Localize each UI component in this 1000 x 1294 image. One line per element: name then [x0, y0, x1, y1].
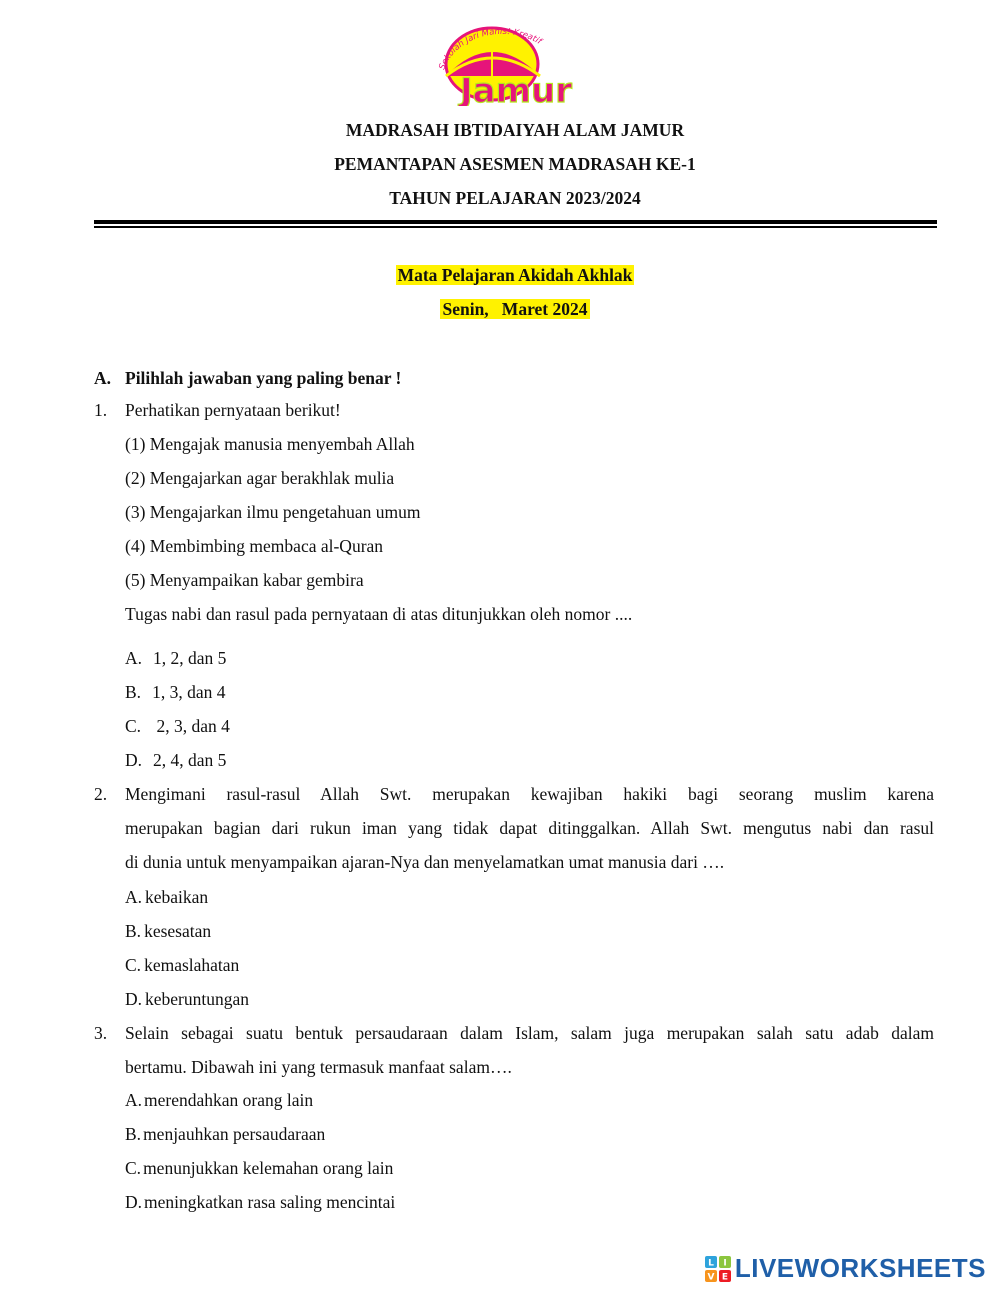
option-text: menunjukkan kelemahan orang lain: [143, 1158, 394, 1178]
q1-statement: (1) Mengajak manusia menyembah Allah: [125, 434, 415, 454]
option-letter: C.: [125, 716, 142, 736]
option-text: 1, 3, dan 4: [152, 682, 226, 702]
q1-intro: Perhatikan pernyataan berikut!: [125, 400, 341, 420]
option-text: 2, 4, dan 5: [153, 750, 227, 770]
q1-question: Tugas nabi dan rasul pada pernyataan di atas ditunjukkan oleh nomor ....: [125, 604, 633, 624]
exam-date: Senin, Maret 2024: [442, 299, 588, 319]
option-text: kemaslahatan: [144, 955, 240, 975]
svg-text:I: I: [723, 1258, 727, 1268]
q1-option-a[interactable]: [125, 648, 226, 669]
option-letter: A.: [125, 648, 143, 668]
q1-option-c[interactable]: [125, 716, 230, 737]
option-letter: B.: [125, 921, 142, 941]
subject-name: Mata Pelajaran Akidah Akhlak: [397, 265, 633, 285]
exam-title: PEMANTAPAN ASESMEN MADRASAH KE-1: [334, 154, 696, 174]
option-text: keberuntungan: [145, 989, 250, 1009]
section-title: Pilihlah jawaban yang paling benar !: [125, 368, 402, 388]
option-text: meningkatkan rasa saling mencintai: [144, 1192, 396, 1212]
liveworksheets-watermark: [705, 1253, 986, 1284]
q2-option-b[interactable]: [125, 921, 211, 942]
q1-option-b[interactable]: [125, 682, 225, 703]
q3-option-a[interactable]: [125, 1090, 313, 1111]
q1-number: 1.: [94, 400, 108, 420]
q1-statement: (4) Membimbing membaca al-Quran: [125, 536, 384, 556]
q2-text-line: merupakan bagian dari rukun iman yang tidak dapat ditinggalkan. Allah Swt. mengutus nabi dan rasul: [125, 818, 934, 838]
q2-text-line: Mengimani rasul-rasul Allah Swt. merupakan kewajiban hakiki bagi seorang muslim karena: [125, 784, 934, 804]
liveworksheets-icon: [705, 1256, 731, 1282]
q3-option-b[interactable]: [125, 1124, 325, 1145]
q1-statement: (5) Menyampaikan kabar gembira: [125, 570, 364, 590]
logo-arc-text: Sekolah Jari Manis! Kreatif: [437, 26, 544, 72]
school-year: TAHUN PELAJARAN 2023/2024: [389, 188, 641, 208]
header-divider-thin: [94, 226, 937, 228]
school-name: MADRASAH IBTIDAIYAH ALAM JAMUR: [345, 120, 685, 140]
svg-text:L: L: [707, 1258, 714, 1268]
q2-option-d[interactable]: [125, 989, 249, 1010]
option-letter: C.: [125, 955, 142, 975]
school-logo: [432, 18, 602, 106]
q2-number: 2.: [94, 784, 108, 804]
option-letter: D.: [125, 750, 143, 770]
option-text: kebaikan: [145, 887, 209, 907]
q1-statement: (2) Mengajarkan agar berakhlak mulia: [125, 468, 395, 488]
option-text: merendahkan orang lain: [144, 1090, 314, 1110]
option-text: menjauhkan persaudaraan: [143, 1124, 326, 1144]
q2-option-c[interactable]: [125, 955, 239, 976]
q1-option-d[interactable]: [125, 750, 226, 771]
q3-option-c[interactable]: [125, 1158, 393, 1179]
option-text: 1, 2, dan 5: [153, 648, 227, 668]
option-text: 2, 3, dan 4: [152, 716, 230, 736]
option-letter: B.: [125, 682, 142, 702]
logo-word: Jamur: [460, 71, 572, 106]
q3-text-line: Selain sebagai suatu bentuk persaudaraan dalam Islam, salam juga merupakan salah satu adab dalam: [125, 1023, 934, 1043]
option-text: kesesatan: [144, 921, 212, 941]
option-letter: D.: [125, 1192, 143, 1212]
option-letter: B.: [125, 1124, 142, 1144]
subject-line: [0, 265, 1000, 286]
q2-option-a[interactable]: [125, 887, 208, 908]
section-label: A.: [94, 368, 112, 388]
option-letter: D.: [125, 989, 143, 1009]
q1-statement: (3) Mengajarkan ilmu pengetahuan umum: [125, 502, 421, 522]
option-letter: A.: [125, 1090, 143, 1110]
liveworksheets-text: LIVEWORKSHEETS: [734, 1253, 986, 1283]
q3-option-d[interactable]: [125, 1192, 395, 1213]
q2-text-line: di dunia untuk menyampaikan ajaran-Nya dan menyelamatkan umat manusia dari ….: [125, 852, 725, 872]
q3-text-line: bertamu. Dibawah ini yang termasuk manfaat salam….: [125, 1057, 512, 1077]
option-letter: A.: [125, 887, 143, 907]
svg-text:V: V: [707, 1272, 715, 1282]
option-letter: C.: [125, 1158, 142, 1178]
svg-text:E: E: [721, 1272, 728, 1282]
date-line: [0, 299, 1000, 320]
q3-number: 3.: [94, 1023, 108, 1043]
header-divider: [94, 220, 937, 224]
